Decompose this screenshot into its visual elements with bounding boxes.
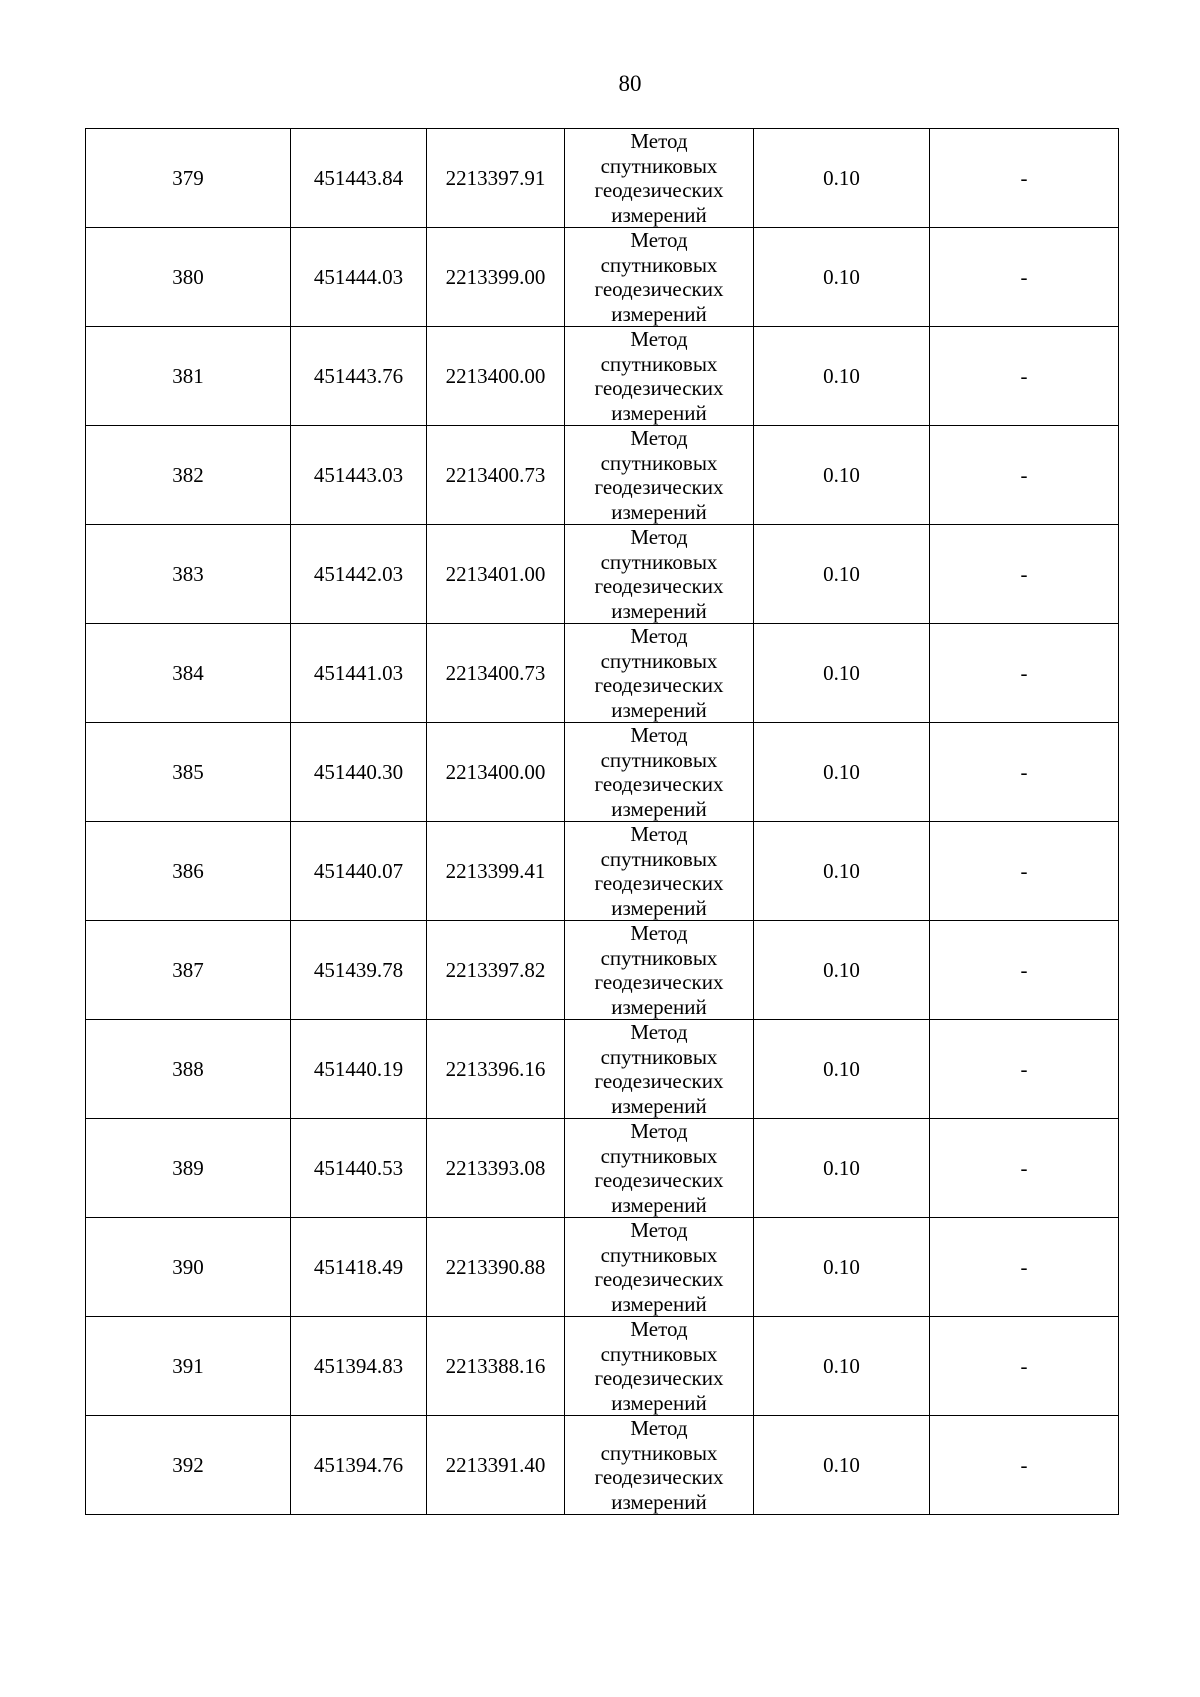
note-cell: - [930,921,1119,1020]
method-line: геодезических [594,1465,724,1489]
method-line: геодезических [594,178,724,202]
method-cell [565,1317,754,1416]
accuracy-cell: 0.10 [754,624,930,723]
x-coordinate-cell: 451440.30 [291,723,427,822]
method-cell [565,228,754,327]
accuracy-cell: 0.10 [754,1119,930,1218]
note-cell: - [930,1416,1119,1515]
method-line: измерений [611,598,707,623]
method-cell [565,921,754,1020]
x-coordinate-cell: 451440.19 [291,1020,427,1119]
page-number: 80 [618,71,642,96]
point-number-cell: 386 [86,822,291,921]
y-coordinate-cell: 2213396.16 [427,1020,565,1119]
y-coordinate-cell: 2213400.73 [427,624,565,723]
note-cell: - [930,129,1119,228]
method-line: измерений [611,202,707,227]
method-line: Метод [630,921,688,945]
method-line: спутниковых [600,846,718,871]
method-line: Метод [630,129,688,153]
x-coordinate-cell: 451443.84 [291,129,427,228]
point-number-cell: 391 [86,1317,291,1416]
method-line: спутниковых [600,351,718,376]
x-coordinate-cell: 451394.83 [291,1317,427,1416]
method-line: геодезических [594,475,724,499]
accuracy-cell: 0.10 [754,525,930,624]
method-line: измерений [611,994,707,1019]
table-row [86,129,1119,228]
table-row [86,822,1119,921]
y-coordinate-cell: 2213393.08 [427,1119,565,1218]
y-coordinate-cell: 2213390.88 [427,1218,565,1317]
method-line: спутниковых [600,252,718,277]
point-number-cell: 387 [86,921,291,1020]
method-line: геодезических [594,1366,724,1390]
method-line: Метод [630,1317,688,1341]
note-cell: - [930,1020,1119,1119]
method-line: Метод [630,327,688,351]
table-row [86,228,1119,327]
method-cell [565,1218,754,1317]
method-line: спутниковых [600,747,718,772]
point-number-cell: 382 [86,426,291,525]
accuracy-cell: 0.10 [754,426,930,525]
note-cell: - [930,1218,1119,1317]
point-number-cell: 383 [86,525,291,624]
method-line: Метод [630,426,688,450]
point-number-cell: 380 [86,228,291,327]
coordinates-table [85,128,1119,1515]
accuracy-cell: 0.10 [754,327,930,426]
accuracy-cell: 0.10 [754,921,930,1020]
coordinates-table-body [86,129,1119,1515]
note-cell: - [930,228,1119,327]
note-cell: - [930,723,1119,822]
method-line: геодезических [594,673,724,697]
point-number-cell: 388 [86,1020,291,1119]
method-line: измерений [611,697,707,722]
method-line: геодезических [594,1069,724,1093]
accuracy-cell: 0.10 [754,822,930,921]
note-cell: - [930,1119,1119,1218]
point-number-cell: 385 [86,723,291,822]
table-row [86,723,1119,822]
method-line: спутниковых [600,1440,718,1465]
method-cell [565,327,754,426]
y-coordinate-cell: 2213400.00 [427,327,565,426]
accuracy-cell: 0.10 [754,228,930,327]
method-line: Метод [630,525,688,549]
method-line: спутниковых [600,945,718,970]
note-cell: - [930,624,1119,723]
table-row [86,1020,1119,1119]
x-coordinate-cell: 451439.78 [291,921,427,1020]
method-line: измерений [611,1291,707,1316]
method-line: измерений [611,895,707,920]
y-coordinate-cell: 2213391.40 [427,1416,565,1515]
method-line: измерений [611,1192,707,1217]
method-line: Метод [630,822,688,846]
method-line: геодезических [594,871,724,895]
note-cell: - [930,426,1119,525]
method-line: спутниковых [600,1341,718,1366]
method-line: измерений [611,499,707,524]
y-coordinate-cell: 2213400.00 [427,723,565,822]
method-line: Метод [630,1416,688,1440]
method-line: Метод [630,624,688,648]
method-line: измерений [611,400,707,425]
method-cell [565,624,754,723]
method-cell [565,1020,754,1119]
method-line: измерений [611,1093,707,1118]
method-cell [565,723,754,822]
method-line: Метод [630,1020,688,1044]
accuracy-cell: 0.10 [754,129,930,228]
point-number-cell: 392 [86,1416,291,1515]
method-line: геодезических [594,376,724,400]
method-line: геодезических [594,277,724,301]
method-line: геодезических [594,574,724,598]
y-coordinate-cell: 2213401.00 [427,525,565,624]
method-line: спутниковых [600,549,718,574]
point-number-cell: 384 [86,624,291,723]
y-coordinate-cell: 2213400.73 [427,426,565,525]
x-coordinate-cell: 451442.03 [291,525,427,624]
method-line: спутниковых [600,1044,718,1069]
x-coordinate-cell: 451443.76 [291,327,427,426]
accuracy-cell: 0.10 [754,1218,930,1317]
method-line: измерений [611,1390,707,1415]
accuracy-cell: 0.10 [754,1020,930,1119]
note-cell: - [930,327,1119,426]
accuracy-cell: 0.10 [754,1317,930,1416]
y-coordinate-cell: 2213399.41 [427,822,565,921]
note-cell: - [930,1317,1119,1416]
method-line: спутниковых [600,648,718,673]
method-cell [565,822,754,921]
table-row [86,1416,1119,1515]
method-line: геодезических [594,1168,724,1192]
method-line: спутниковых [600,153,718,178]
x-coordinate-cell: 451444.03 [291,228,427,327]
method-line: измерений [611,301,707,326]
x-coordinate-cell: 451440.53 [291,1119,427,1218]
method-line: Метод [630,1119,688,1143]
table-row [86,1218,1119,1317]
method-line: Метод [630,723,688,747]
method-cell [565,525,754,624]
x-coordinate-cell: 451440.07 [291,822,427,921]
method-line: спутниковых [600,1242,718,1267]
method-line: спутниковых [600,1143,718,1168]
x-coordinate-cell: 451394.76 [291,1416,427,1515]
table-row [86,921,1119,1020]
y-coordinate-cell: 2213397.91 [427,129,565,228]
method-line: геодезических [594,1267,724,1291]
method-cell [565,129,754,228]
table-row [86,525,1119,624]
y-coordinate-cell: 2213397.82 [427,921,565,1020]
note-cell: - [930,525,1119,624]
table-row [86,327,1119,426]
x-coordinate-cell: 451443.03 [291,426,427,525]
method-cell [565,1416,754,1515]
point-number-cell: 379 [86,129,291,228]
method-line: измерений [611,1489,707,1514]
note-cell: - [930,822,1119,921]
method-cell [565,426,754,525]
x-coordinate-cell: 451441.03 [291,624,427,723]
method-line: геодезических [594,970,724,994]
table-row [86,426,1119,525]
y-coordinate-cell: 2213388.16 [427,1317,565,1416]
accuracy-cell: 0.10 [754,723,930,822]
point-number-cell: 390 [86,1218,291,1317]
point-number-cell: 381 [86,327,291,426]
method-line: измерений [611,796,707,821]
method-line: Метод [630,228,688,252]
table-row [86,1119,1119,1218]
method-cell [565,1119,754,1218]
method-line: геодезических [594,772,724,796]
method-line: спутниковых [600,450,718,475]
y-coordinate-cell: 2213399.00 [427,228,565,327]
point-number-cell: 389 [86,1119,291,1218]
accuracy-cell: 0.10 [754,1416,930,1515]
method-line: Метод [630,1218,688,1242]
x-coordinate-cell: 451418.49 [291,1218,427,1317]
table-row [86,624,1119,723]
table-row [86,1317,1119,1416]
